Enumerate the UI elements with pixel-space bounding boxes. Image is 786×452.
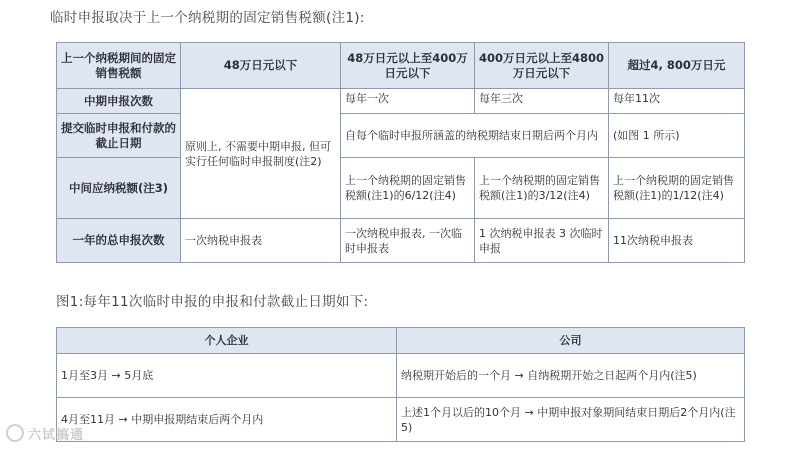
row-label-interim-count: 中期申报次数	[57, 89, 181, 114]
header-400-to-4800: 400万日元以上至4800万日元以下	[475, 43, 609, 89]
table-cell: 1月至3月 → 5月底	[57, 354, 397, 398]
header-48-to-400: 48万日元以上至400万日元以下	[341, 43, 475, 89]
watermark	[6, 424, 84, 443]
table-cell: 上述1个月以后的10个月 → 中期申报对象期间结束日期后2个月内(注5)	[397, 398, 745, 442]
intro-text: 临时申报取决于上一个纳税期的固定销售税额(注1):	[50, 10, 365, 26]
watermark-text: 六试搞通	[28, 428, 85, 443]
table-cell: 纳税期开始后的一个月 → 自纳税期开始之日起两个月内(注5)	[397, 354, 745, 398]
header-over-4800: 超过4, 800万日元	[609, 43, 745, 89]
header-prior-tax: 上一个纳税期间的固定销售税额	[57, 43, 181, 89]
table-cell: 一次纳税申报表, 一次临时申报表	[341, 219, 475, 263]
table-row	[57, 114, 745, 158]
watermark-logo-icon	[6, 424, 24, 442]
merged-cell-not-required: 原则上, 不需要中期申报, 但可实行任何临时申报制度(注2)	[181, 89, 341, 219]
row-label-total-count: 一年的总申报次数	[57, 219, 181, 263]
table-cell: 上一个纳税期的固定销售税额(注1)的1/12(注4)	[609, 158, 745, 219]
table-cell: 每年11次	[609, 89, 745, 114]
table-row	[57, 219, 745, 263]
header-individual: 个人企业	[57, 328, 397, 354]
table-header-row	[57, 43, 745, 89]
table-cell: (如图 1 所示)	[609, 114, 745, 158]
row-label-tax-amount: 中间应纳税额(注3)	[57, 158, 181, 219]
table-row	[57, 89, 745, 114]
table-row	[57, 354, 745, 398]
table-cell: 上一个纳税期的固定销售税额(注1)的3/12(注4)	[475, 158, 609, 219]
figure-caption: 图1:每年11次临时申报的申报和付款截止日期如下:	[56, 294, 369, 310]
table-cell: 11次纳税申报表	[609, 219, 745, 263]
table-row	[57, 158, 745, 219]
row-label-deadline: 提交临时申报和付款的截止日期	[57, 114, 181, 158]
table-cell: 一次纳税申报表	[181, 219, 341, 263]
header-company: 公司	[397, 328, 745, 354]
table-cell: 1 次纳税申报表 3 次临时申报	[475, 219, 609, 263]
table-cell: 4月至11月 → 中期申报期结束后两个月内	[57, 398, 397, 442]
header-under-48: 48万日元以下	[181, 43, 341, 89]
deadline-table	[56, 327, 745, 442]
table-header-row	[57, 328, 745, 354]
table-cell: 自每个临时申报所涵盖的纳税期结束日期后两个月内	[341, 114, 609, 158]
table-cell: 上一个纳税期的固定销售税额(注1)的6/12(注4)	[341, 158, 475, 219]
table-row	[57, 398, 745, 442]
table-cell: 每年一次	[341, 89, 475, 114]
table-cell: 每年三次	[475, 89, 609, 114]
filing-threshold-table	[56, 42, 745, 263]
